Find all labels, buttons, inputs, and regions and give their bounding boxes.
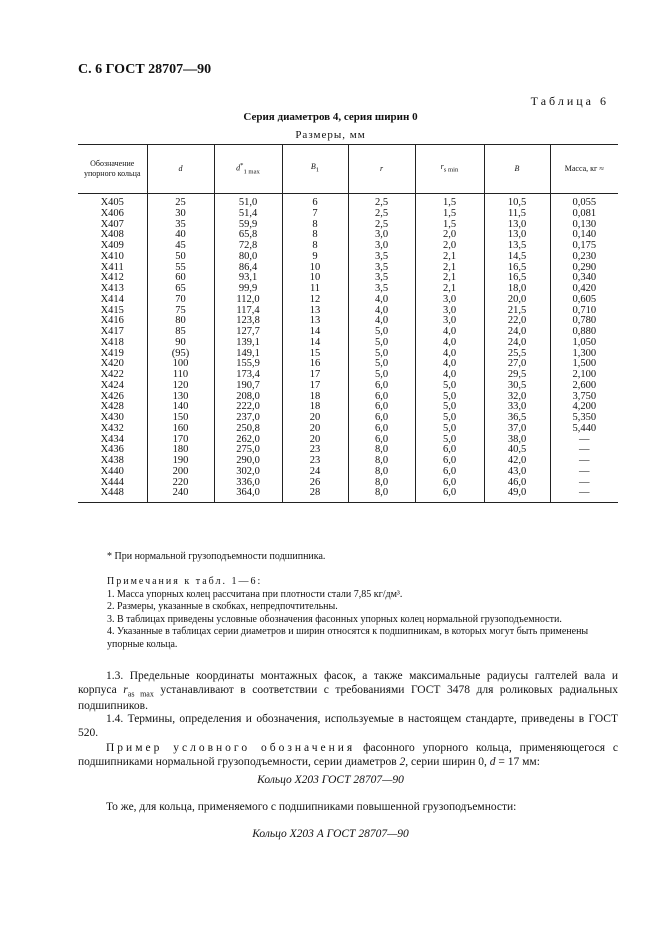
- col-designation: Обозначение упорного кольца: [78, 145, 147, 194]
- table-cell: 0,420: [550, 284, 618, 295]
- page-header: С. 6 ГОСТ 28707—90: [78, 62, 212, 77]
- table-cell: Х430: [100, 412, 124, 423]
- table-cell: 15: [282, 349, 348, 360]
- table-cell: 5,0: [415, 402, 484, 413]
- table-cell: 1,5: [415, 194, 484, 209]
- table-cell: 6,0: [415, 445, 484, 456]
- table-row: [78, 445, 618, 456]
- table-cell: 2,0: [415, 230, 484, 241]
- table-cell: 0,605: [550, 295, 618, 306]
- table-row: [78, 284, 618, 295]
- table-cell: 42,0: [484, 456, 550, 467]
- table-row: [78, 209, 618, 220]
- table-cell: 50: [147, 252, 214, 263]
- table-cell: 149,1: [214, 349, 282, 360]
- table-cell: 0,055: [550, 194, 618, 209]
- table-cell: 38,0: [484, 435, 550, 446]
- table-cell: Х426: [100, 390, 124, 402]
- table-cell: 4,0: [415, 338, 484, 349]
- col-r: r: [348, 145, 415, 194]
- table-cell: 1,5: [415, 220, 484, 231]
- notes-heading: Примечания к табл. 1—6:: [107, 576, 263, 587]
- table-cell: 6,0: [348, 413, 415, 424]
- table-cell: 23: [282, 456, 348, 467]
- table-cell: 85: [147, 327, 214, 338]
- table-row: [78, 435, 618, 446]
- table-cell: 49,0: [484, 488, 550, 502]
- table-cell: 36,5: [484, 413, 550, 424]
- table-cell: 65,8: [214, 230, 282, 241]
- table-cell: 3,750: [550, 392, 618, 403]
- table-cell: —: [550, 488, 618, 502]
- table-cell: Х409: [100, 240, 124, 251]
- table-row: [78, 230, 618, 241]
- table-cell: 40: [147, 230, 214, 241]
- table-cell: 3,5: [348, 273, 415, 284]
- table-cell: 4,0: [348, 316, 415, 327]
- table-cell: Х424: [100, 379, 124, 391]
- table-cell: 120: [147, 381, 214, 392]
- table-cell: 24: [282, 467, 348, 478]
- table-row: [78, 252, 618, 263]
- table-cell: 190,7: [214, 381, 282, 392]
- table-cell: 336,0: [214, 478, 282, 489]
- table-cell: 90: [147, 338, 214, 349]
- table-cell: 16,5: [484, 263, 550, 274]
- table-cell: 2,1: [415, 284, 484, 295]
- table-row: [78, 381, 618, 392]
- table-cell: 3,0: [348, 230, 415, 241]
- table-cell: 20,0: [484, 295, 550, 306]
- table-row: [78, 456, 618, 467]
- table-cell: 5,0: [415, 424, 484, 435]
- table-cell: 21,5: [484, 306, 550, 317]
- table-cell: 0,710: [550, 306, 618, 317]
- table-cell: 160: [147, 424, 214, 435]
- table-cell: 18,0: [484, 284, 550, 295]
- col-mass: Масса, кг ≈: [550, 145, 618, 194]
- table-cell: 364,0: [214, 488, 282, 502]
- table-cell: 5,0: [348, 327, 415, 338]
- table-cell: Х432: [100, 422, 124, 434]
- table-cell: 23: [282, 445, 348, 456]
- table-cell: 55: [147, 263, 214, 274]
- note-item: 3. В таблицах приведены условные обозначения фасонных упорных колец нормальной грузоподъемности.: [107, 613, 562, 625]
- table-cell: 32,0: [484, 392, 550, 403]
- table-cell: Х412: [100, 272, 124, 284]
- table-cell: 10: [282, 273, 348, 284]
- table-row: [78, 263, 618, 274]
- table-cell: Х419: [100, 347, 124, 359]
- table-cell: 86,4: [214, 263, 282, 274]
- table-cell: 3,5: [348, 252, 415, 263]
- table-cell: 18: [282, 392, 348, 403]
- table-cell: Х406: [100, 207, 124, 219]
- table-row: [78, 467, 618, 478]
- table-cell: Х428: [100, 401, 124, 413]
- table-cell: 220: [147, 478, 214, 489]
- table-cell: 14,5: [484, 252, 550, 263]
- table-cell: 5,0: [348, 359, 415, 370]
- table-cell: 17: [282, 381, 348, 392]
- table-cell: 6,0: [348, 392, 415, 403]
- table-cell: Х413: [100, 283, 124, 294]
- table-cell: 3,0: [415, 306, 484, 317]
- table-cell: 100: [147, 359, 214, 370]
- table-cell: 20: [282, 435, 348, 446]
- table-cell: 18: [282, 402, 348, 413]
- table-cell: 112,0: [214, 295, 282, 306]
- note-item: 2. Размеры, указанные в скобках, непредпочтительны.: [107, 601, 338, 612]
- table-row: [78, 488, 618, 502]
- table-cell: 8,0: [348, 488, 415, 502]
- table-cell: 250,8: [214, 424, 282, 435]
- table-cell: 6,0: [348, 402, 415, 413]
- table-cell: 4,0: [415, 359, 484, 370]
- note-item: 1. Масса упорных колец рассчитана при плотности стали 7,85 кг/дм³.: [107, 588, 403, 600]
- dimensions-table: [78, 144, 618, 503]
- table-cell: 4,0: [415, 370, 484, 381]
- table-cell: 4,0: [415, 327, 484, 338]
- table-cell: 5,0: [415, 435, 484, 446]
- table-cell: 20: [282, 424, 348, 435]
- table-cell: 8,0: [348, 445, 415, 456]
- table-cell: 11: [282, 284, 348, 295]
- table-row: [78, 413, 618, 424]
- table-cell: 275,0: [214, 445, 282, 456]
- table-cell: 75: [147, 306, 214, 317]
- table-cell: 0,780: [550, 316, 618, 327]
- table-row: [78, 338, 618, 349]
- table-cell: 110: [147, 370, 214, 381]
- table-cell: 3,0: [415, 295, 484, 306]
- table-cell: Х414: [100, 293, 124, 305]
- table-cell: 3,5: [348, 263, 415, 274]
- table-cell: 117,4: [214, 306, 282, 317]
- table-cell: 35: [147, 220, 214, 231]
- footnote: * При нормальной грузоподъемности подшипника.: [107, 551, 326, 562]
- table-cell: Х422: [100, 369, 124, 380]
- col-b: B: [484, 145, 550, 194]
- table-cell: 139,1: [214, 338, 282, 349]
- table-row: [78, 306, 618, 317]
- table-cell: 2,1: [415, 273, 484, 284]
- table-cell: 2,5: [348, 220, 415, 231]
- table-cell: 6: [282, 194, 348, 209]
- table-cell: 2,600: [550, 381, 618, 392]
- table-cell: 99,9: [214, 284, 282, 295]
- table-cell: 6,0: [415, 467, 484, 478]
- table-cell: 0,880: [550, 327, 618, 338]
- table-cell: 5,0: [348, 349, 415, 360]
- col-b1: $B_1$: [282, 145, 348, 194]
- table-cell: 1,5: [415, 209, 484, 220]
- table-cell: 0,081: [550, 209, 618, 220]
- table-cell: 5,0: [348, 370, 415, 381]
- table-cell: 6,0: [348, 435, 415, 446]
- table-cell: 0,290: [550, 263, 618, 274]
- same-for-text: То же, для кольца, применяемого с подшипниками повышенной грузоподъемности:: [106, 801, 517, 813]
- table-cell: 155,9: [214, 359, 282, 370]
- example-code-2: Кольцо Х203 А ГОСТ 28707—90: [252, 828, 409, 840]
- table-cell: 51,4: [214, 209, 282, 220]
- col-d1max: $d^*_{1 max}$: [214, 145, 282, 194]
- table-cell: 5,0: [415, 413, 484, 424]
- table-row: [78, 273, 618, 284]
- table-cell: 200: [147, 467, 214, 478]
- table-cell: 13,0: [484, 230, 550, 241]
- table-cell: Х411: [100, 261, 124, 273]
- table-cell: 51,0: [214, 194, 282, 209]
- table-cell: 180: [147, 445, 214, 456]
- note-item: 4. Указанные в таблицах серии диаметров и ширин относятся к подшипникам, в которых могут быть применены упорные кольца.: [107, 626, 589, 650]
- example-paragraph: Пример условного обозначения фасонного упорного кольца, применяющегося с подшипниками нормальной грузоподъемности, серии диаметров 2, серии ширин 0, d = 17 мм:: [78, 742, 618, 768]
- table-row: [78, 316, 618, 327]
- table-cell: 123,8: [214, 316, 282, 327]
- table-cell: 9: [282, 252, 348, 263]
- table-cell: 150: [147, 413, 214, 424]
- table-cell: 0,130: [550, 220, 618, 231]
- table-cell: 93,1: [214, 273, 282, 284]
- table-row: [78, 194, 618, 209]
- notes-block: [107, 576, 617, 651]
- table-row: [78, 327, 618, 338]
- table-cell: 14: [282, 338, 348, 349]
- table-cell: Х444: [100, 476, 124, 488]
- table-cell: 10,5: [484, 194, 550, 209]
- table-cell: —: [550, 478, 618, 489]
- table-cell: 5,0: [348, 338, 415, 349]
- table-cell: 262,0: [214, 435, 282, 446]
- table-cell: Х415: [100, 304, 124, 316]
- table-cell: 7: [282, 209, 348, 220]
- table-row: [78, 241, 618, 252]
- table-cell: 6,0: [348, 424, 415, 435]
- table-subcaption: Размеры, мм: [295, 129, 366, 141]
- table-cell: 8: [282, 220, 348, 231]
- table-cell: 0,340: [550, 273, 618, 284]
- table-cell: Х420: [100, 358, 124, 370]
- table-cell: 59,9: [214, 220, 282, 231]
- table-cell: 46,0: [484, 478, 550, 489]
- table-cell: 0,140: [550, 230, 618, 241]
- table-cell: 8: [282, 241, 348, 252]
- table-cell: 2,1: [415, 263, 484, 274]
- table-cell: 170: [147, 435, 214, 446]
- table-cell: 4,0: [348, 295, 415, 306]
- table-cell: —: [550, 456, 618, 467]
- table-cell: 20: [282, 413, 348, 424]
- table-cell: 70: [147, 295, 214, 306]
- table-cell: —: [550, 467, 618, 478]
- table-cell: Х417: [100, 326, 124, 337]
- table-cell: 43,0: [484, 467, 550, 478]
- table-cell: 237,0: [214, 413, 282, 424]
- table-cell: 30,5: [484, 381, 550, 392]
- table-cell: Х416: [100, 315, 124, 327]
- table-row: [78, 392, 618, 403]
- table-cell: 2,5: [348, 194, 415, 209]
- table-cell: 8,0: [348, 467, 415, 478]
- table-cell: 302,0: [214, 467, 282, 478]
- table-cell: 72,8: [214, 241, 282, 252]
- table-cell: 17: [282, 370, 348, 381]
- table-cell: 22,0: [484, 316, 550, 327]
- table-cell: 2,5: [348, 209, 415, 220]
- table-cell: 173,4: [214, 370, 282, 381]
- table-cell: 16,5: [484, 273, 550, 284]
- table-cell: Х418: [100, 336, 124, 348]
- col-rsmin: $r_{s min}$: [415, 145, 484, 194]
- table-cell: 2,1: [415, 252, 484, 263]
- paragraph-1-4: 1.4. Термины, определения и обозначения, используемые в настоящем стандарте, приведены в ГОСТ 520.: [78, 713, 618, 739]
- example-code-1: Кольцо Х203 ГОСТ 28707—90: [257, 774, 404, 786]
- table-cell: 5,0: [415, 392, 484, 403]
- table-cell: 28: [282, 488, 348, 502]
- table-cell: 1,050: [550, 338, 618, 349]
- table-cell: 26: [282, 478, 348, 489]
- table-cell: 5,440: [550, 424, 618, 435]
- table-cell: —: [550, 435, 618, 446]
- table-cell: 33,0: [484, 402, 550, 413]
- table-cell: 222,0: [214, 402, 282, 413]
- table-cell: 60: [147, 273, 214, 284]
- table-label: Таблица 6: [530, 94, 609, 108]
- table-cell: 13,5: [484, 241, 550, 252]
- table-cell: 80: [147, 316, 214, 327]
- table-cell: 290,0: [214, 456, 282, 467]
- table-cell: 208,0: [214, 392, 282, 403]
- table-cell: Х448: [78, 488, 147, 502]
- table-cell: 4,0: [348, 306, 415, 317]
- table-row: [78, 220, 618, 231]
- table-cell: 5,0: [415, 381, 484, 392]
- table-cell: 190: [147, 456, 214, 467]
- table-caption: Серия диаметров 4, серия ширин 0: [243, 111, 418, 123]
- table-row: [78, 349, 618, 360]
- table-cell: 6,0: [415, 478, 484, 489]
- table-cell: 8,0: [348, 456, 415, 467]
- table-cell: 4,200: [550, 402, 618, 413]
- table-cell: 5,350: [550, 413, 618, 424]
- table-cell: 13,0: [484, 220, 550, 231]
- table-cell: 13: [282, 306, 348, 317]
- table-cell: Х436: [100, 444, 124, 456]
- table-cell: 30: [147, 209, 214, 220]
- table-cell: 8,0: [348, 478, 415, 489]
- table-cell: Х410: [100, 250, 124, 262]
- table-cell: 14: [282, 327, 348, 338]
- table-cell: 6,0: [348, 381, 415, 392]
- table-cell: 1,300: [550, 349, 618, 360]
- table-row: [78, 424, 618, 435]
- table-cell: 6,0: [415, 456, 484, 467]
- table-cell: 2,0: [415, 241, 484, 252]
- table-cell: 27,0: [484, 359, 550, 370]
- col-d: d: [147, 145, 214, 194]
- table-cell: 24,0: [484, 327, 550, 338]
- table-cell: 4,0: [415, 349, 484, 360]
- table-cell: 12: [282, 295, 348, 306]
- table-cell: 25: [147, 194, 214, 209]
- table-cell: 0,175: [550, 241, 618, 252]
- table-cell: 11,5: [484, 209, 550, 220]
- table-cell: Х440: [100, 465, 124, 477]
- table-row: [78, 402, 618, 413]
- table-cell: 3,0: [348, 241, 415, 252]
- table-header-row: [78, 145, 618, 194]
- table-cell: 240: [147, 488, 214, 502]
- table-cell: —: [550, 445, 618, 456]
- table-cell: (95): [147, 349, 214, 360]
- table-cell: 16: [282, 359, 348, 370]
- table-row: [78, 295, 618, 306]
- table-cell: 25,5: [484, 349, 550, 360]
- table-cell: Х407: [100, 218, 124, 230]
- table-cell: 0,230: [550, 252, 618, 263]
- table-cell: 1,500: [550, 359, 618, 370]
- table-cell: 3,5: [348, 284, 415, 295]
- table-cell: 65: [147, 284, 214, 295]
- table-cell: 24,0: [484, 338, 550, 349]
- table-cell: 13: [282, 316, 348, 327]
- table-cell: Х434: [100, 433, 124, 445]
- table-row: [78, 370, 618, 381]
- table-cell: Х438: [100, 455, 124, 466]
- table-cell: 80,0: [214, 252, 282, 263]
- table-row: [78, 478, 618, 489]
- table-row: [78, 359, 618, 370]
- table-cell: 37,0: [484, 424, 550, 435]
- table-cell: Х405: [100, 197, 124, 208]
- table-cell: 127,7: [214, 327, 282, 338]
- table-cell: 10: [282, 263, 348, 274]
- table-cell: 130: [147, 392, 214, 403]
- table-cell: 6,0: [415, 488, 484, 502]
- table-cell: 45: [147, 241, 214, 252]
- table-cell: 3,0: [415, 316, 484, 327]
- paragraph-1-3: 1.3. Предельные координаты монтажных фасок, а также максимальные радиусы галтелей вала и корпуса $r_{as max}$ устанавливают в соответствии с требованиями ГОСТ 3478 для роликовых радиальных подшипников.: [78, 670, 618, 713]
- table-cell: 2,100: [550, 370, 618, 381]
- table-cell: 40,5: [484, 445, 550, 456]
- table-cell: Х408: [100, 229, 124, 241]
- table-cell: 29,5: [484, 370, 550, 381]
- table-cell: 140: [147, 402, 214, 413]
- table-cell: 8: [282, 230, 348, 241]
